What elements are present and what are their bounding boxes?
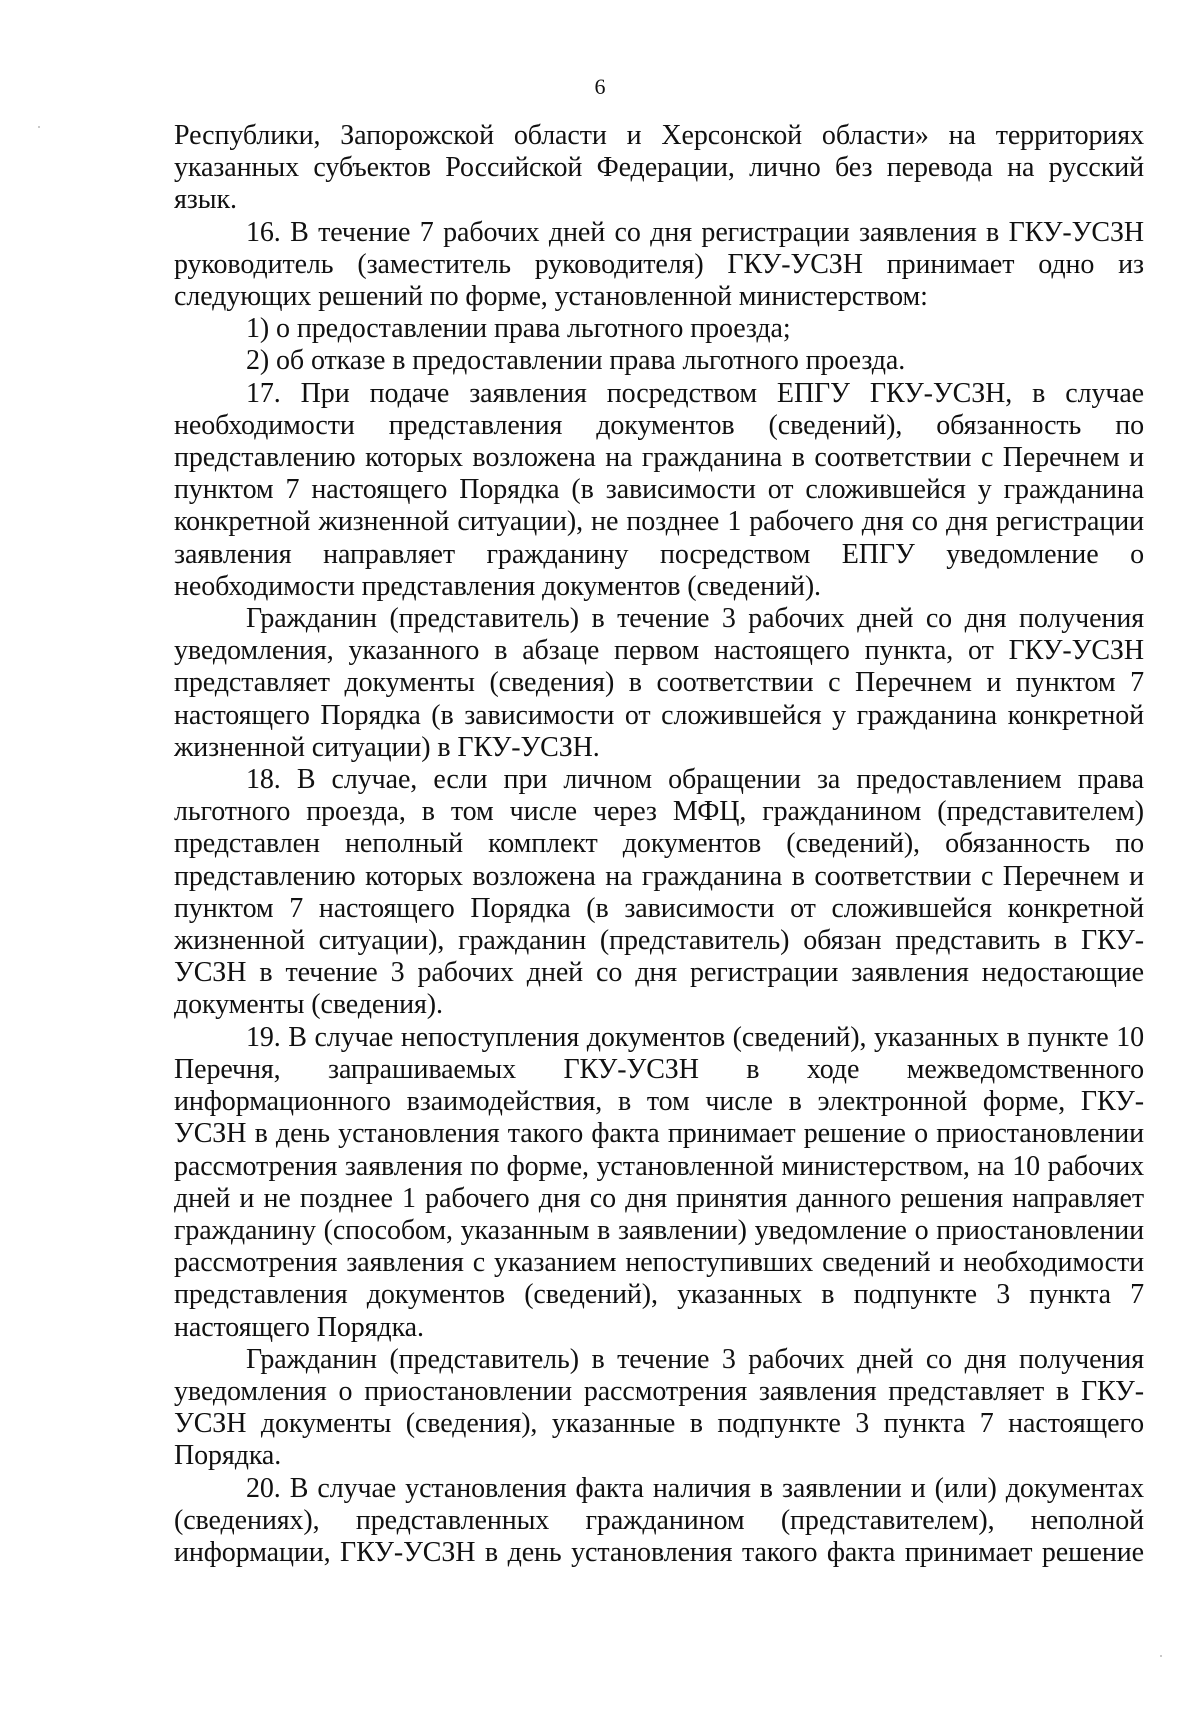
scan-speck bbox=[38, 126, 40, 128]
list-item-1: 1) о предоставлении права льготного проезда; bbox=[246, 313, 791, 345]
paragraph-16: 16. В течение 7 рабочих дней со дня регистрации заявления в ГКУ-УСЗН руководитель (заместитель руководителя) ГКУ-УСЗН принимает одно из следующих решений по форме, установленной министерством: bbox=[174, 216, 1144, 313]
list-item-2: 2) об отказе в предоставлении права льготного проезда. bbox=[246, 345, 906, 377]
paragraph-17: 17. При подаче заявления посредством ЕПГУ ГКУ-УСЗН, в случае необходимости представления документов (сведений), обязанность по представлению которых возложена на гражданина в соответствии с Перечнем и пунктом 7 настоящего Порядка (в зависимости от сложившейся у гражданина конкретной жизненной ситуации), не позднее 1 рабочего дня со дня регистрации заявления направляет гражданину посредством ЕПГУ уведомление о необходимости представления документов (сведений). bbox=[174, 377, 1144, 602]
document-body bbox=[174, 120, 1144, 1569]
scan-speck bbox=[1160, 1655, 1162, 1657]
paragraph-17-second: Гражданин (представитель) в течение 3 рабочих дней со дня получения уведомления, указанного в абзаце первом настоящего пункта, от ГКУ-УСЗН представляет документы (сведения) в соответствии с Перечнем и пунктом 7 настоящего Порядка (в зависимости от сложившейся у гражданина конкретной жизненной ситуации) в ГКУ-УСЗН. bbox=[174, 603, 1144, 763]
paragraph-18: 18. В случае, если при личном обращении за предоставлением права льготного проезда, в том числе через МФЦ, гражданином (представителем) представлен неполный комплект документов (сведений), обязанность по представлению которых возложена на гражданина в соответствии с Перечнем и пунктом 7 настоящего Порядка (в зависимости от сложившейся конкретной жизненной ситуации), гражданин (представитель) обязан представить в ГКУ-УСЗН в течение 3 рабочих дней со дня регистрации заявления недостающие документы (сведения). bbox=[174, 764, 1144, 1021]
paragraph-20: 20. В случае установления факта наличия в заявлении и (или) документах (сведениях), представленных гражданином (представителем), неполной информации, ГКУ-УСЗН в день установления такого факта принимает решение bbox=[174, 1472, 1144, 1568]
paragraph-19-second: Гражданин (представитель) в течение 3 рабочих дней со дня получения уведомления о приостановлении рассмотрения заявления представляет в ГКУ-УСЗН документы (сведения), указанные в подпункте 3 пункта 7 настоящего Порядка. bbox=[174, 1343, 1144, 1472]
paragraph-continuation: Республики, Запорожской области и Херсонской области» на территориях указанных субъектов Российской Федерации, лично без перевода на русский язык. bbox=[174, 120, 1144, 216]
page-number: 6 bbox=[594, 74, 606, 99]
paragraph-19: 19. В случае непоступления документов (сведений), указанных в пункте 10 Перечня, запрашиваемых ГКУ-УСЗН в ходе межведомственного информационного взаимодействия, в том числе в электронной форме, ГКУ-УСЗН в день установления такого факта принимает решение о приостановлении рассмотрения заявления по форме, установленной министерством, на 10 рабочих дней и не позднее 1 рабочего дня со дня принятия данного решения направляет гражданину (способом, указанным в заявлении) уведомление о приостановлении рассмотрения заявления с указанием непоступивших сведений и необходимости представления документов (сведений), указанных в подпункте 3 пункта 7 настоящего Порядка. bbox=[174, 1021, 1144, 1343]
